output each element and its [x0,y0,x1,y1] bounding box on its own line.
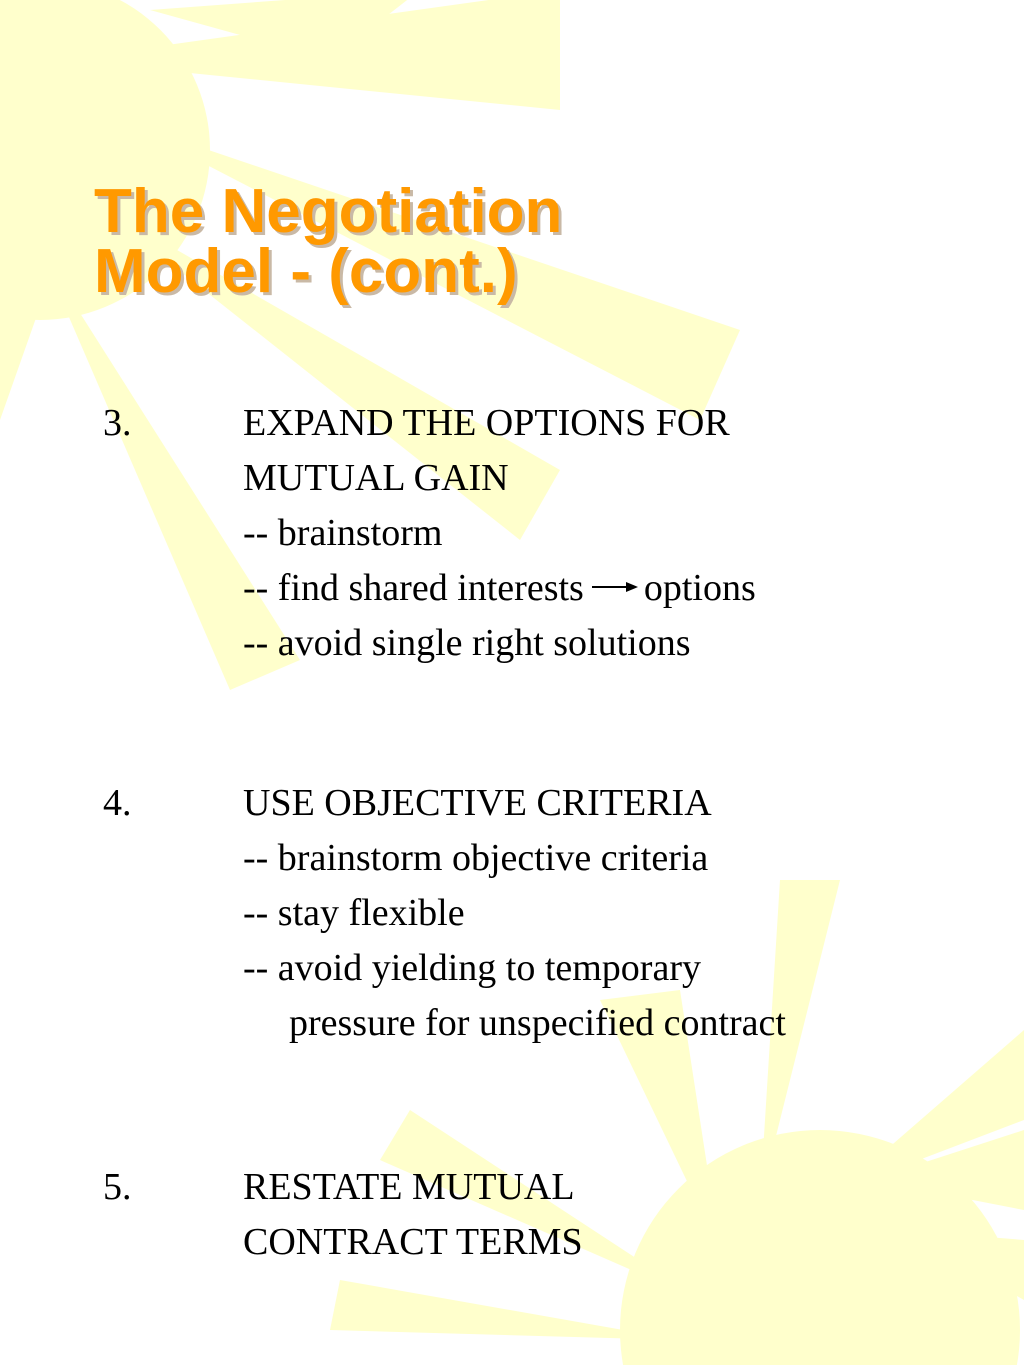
item-point: -- brainstorm objective criteria [243,837,709,879]
item-heading: RESTATE MUTUAL [243,1166,575,1208]
item-heading: EXPAND THE OPTIONS FOR [243,402,730,444]
item-heading-continued: CONTRACT TERMS [243,1221,583,1263]
item-heading-continued: MUTUAL GAIN [243,457,509,499]
item-point: -- brainstorm [243,512,443,554]
item-heading: USE OBJECTIVE CRITERIA [243,782,712,824]
item-point-with-arrow [243,561,756,616]
item-body [243,396,756,671]
item-body [243,1160,583,1270]
item-number: 5. [103,1166,132,1208]
right-arrow-icon [592,581,638,593]
item-point-text: -- find shared interests [243,567,584,609]
slide-title [94,177,563,306]
item-number: 3. [103,402,132,444]
item-body [243,776,786,1051]
item-point: -- avoid yielding to temporary [243,947,701,989]
slide-title-line-1: The Negotiation [94,177,563,246]
item-point-continued: pressure for unspecified contract [289,1002,786,1044]
item-point-result: options [643,567,756,609]
slide-title-line-2: Model - (cont.) [94,237,518,306]
item-number: 4. [103,782,132,824]
item-point: -- stay flexible [243,892,465,934]
item-point: -- avoid single right solutions [243,622,691,664]
